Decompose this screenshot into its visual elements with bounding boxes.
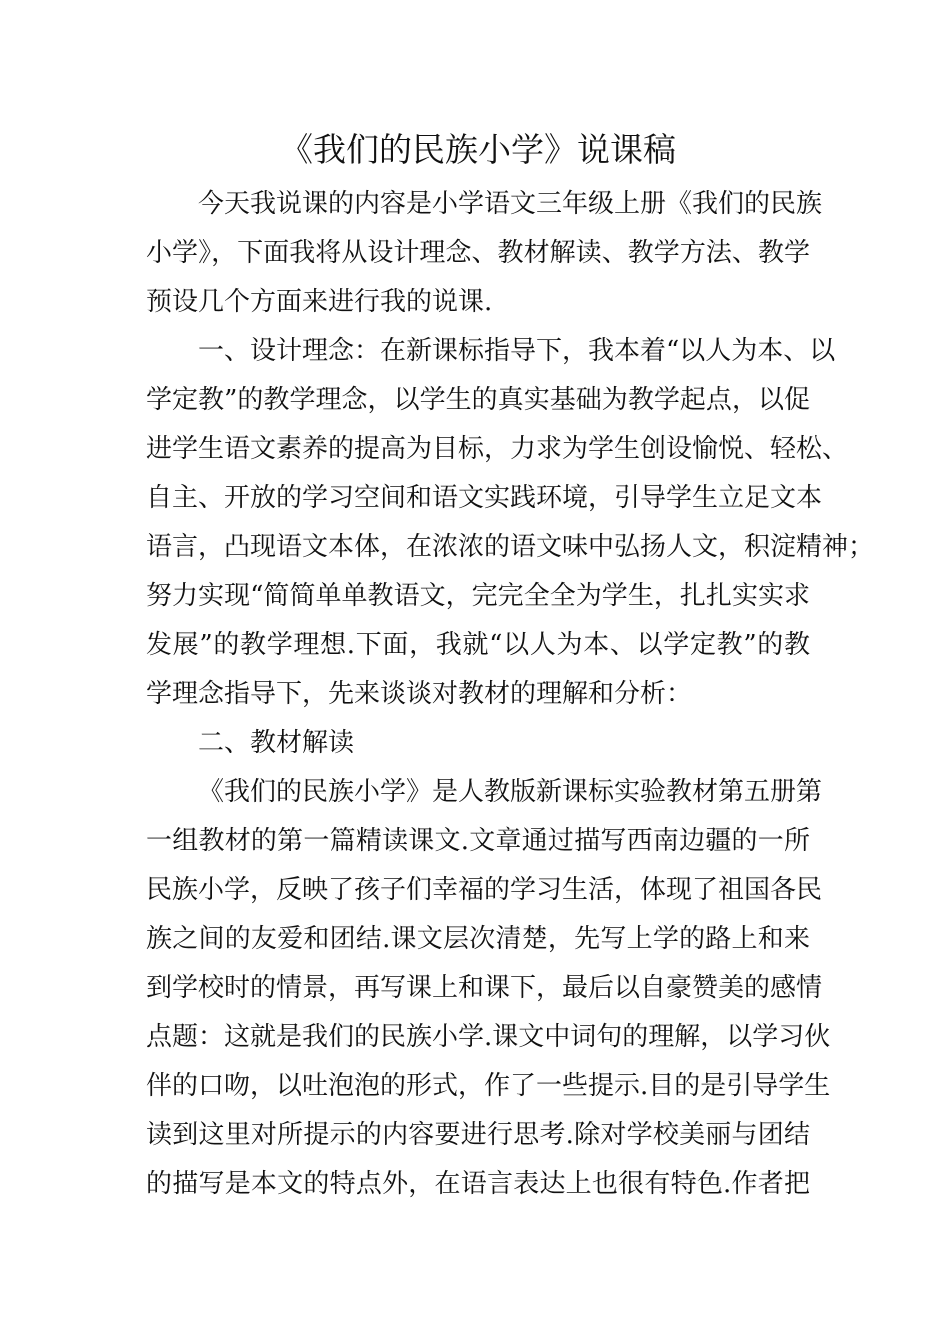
text-line: 进学生语文素养的提高为目标，力求为学生创设愉悦、轻松、 xyxy=(146,434,849,464)
text-line: 语言，凸现语文本体，在浓浓的语文味中弘扬人文，积淀精神； xyxy=(146,532,875,562)
text-line: 一、设计理念：在新课标指导下，我本着“以人为本、以 xyxy=(198,336,836,366)
text-line: 自主、开放的学习空间和语文实践环境，引导学生立足文本 xyxy=(146,483,823,513)
text-line: 学定教”的教学理念，以学生的真实基础为教学起点，以促 xyxy=(146,385,810,415)
text-line: 发展”的教学理想.下面，我就“以人为本、以学定教”的教 xyxy=(146,630,810,660)
paragraph-design-concept xyxy=(146,327,875,719)
text-line: 小学》，下面我将从设计理念、教材解读、教学方法、教学 xyxy=(146,238,810,268)
text-line: 读到这里对所提示的内容要进行思考.除对学校美丽与团结 xyxy=(146,1120,810,1150)
text-line: 《我们的民族小学》是人教版新课标实验教材第五册第 xyxy=(198,777,823,807)
text-line: 的描写是本文的特点外，在语言表达上也很有特色.作者把 xyxy=(146,1169,810,1199)
text-line: 民族小学，反映了孩子们幸福的学习生活，体现了祖国各民 xyxy=(146,875,823,905)
paragraph-textbook-analysis xyxy=(146,768,831,1209)
section-heading: 二、教材解读 xyxy=(198,728,355,758)
text-line: 一组教材的第一篇精读课文.文章通过描写西南边疆的一所 xyxy=(146,826,810,856)
text-line: 到学校时的情景，再写课上和课下，最后以自豪赞美的感情 xyxy=(146,973,823,1003)
paragraph-intro xyxy=(146,180,823,327)
document-page xyxy=(146,128,875,1209)
text-line: 点题：这就是我们的民族小学.课文中词句的理解，以学习伙 xyxy=(146,1022,831,1052)
text-line: 族之间的友爱和团结.课文层次清楚，先写上学的路上和来 xyxy=(146,924,810,954)
section-heading-textbook xyxy=(146,719,810,768)
document-title: 《我们的民族小学》说课稿 xyxy=(280,130,676,169)
text-line: 伴的口吻，以吐泡泡的形式，作了一些提示.目的是引导学生 xyxy=(146,1071,831,1101)
text-line: 学理念指导下，先来谈谈对教材的理解和分析： xyxy=(146,679,693,709)
text-line: 今天我说课的内容是小学语文三年级上册《我们的民族 xyxy=(198,189,823,219)
text-line: 努力实现“简简单单教语文，完完全全为学生，扎扎实实求 xyxy=(146,581,810,611)
text-line: 预设几个方面来进行我的说课. xyxy=(146,287,493,317)
